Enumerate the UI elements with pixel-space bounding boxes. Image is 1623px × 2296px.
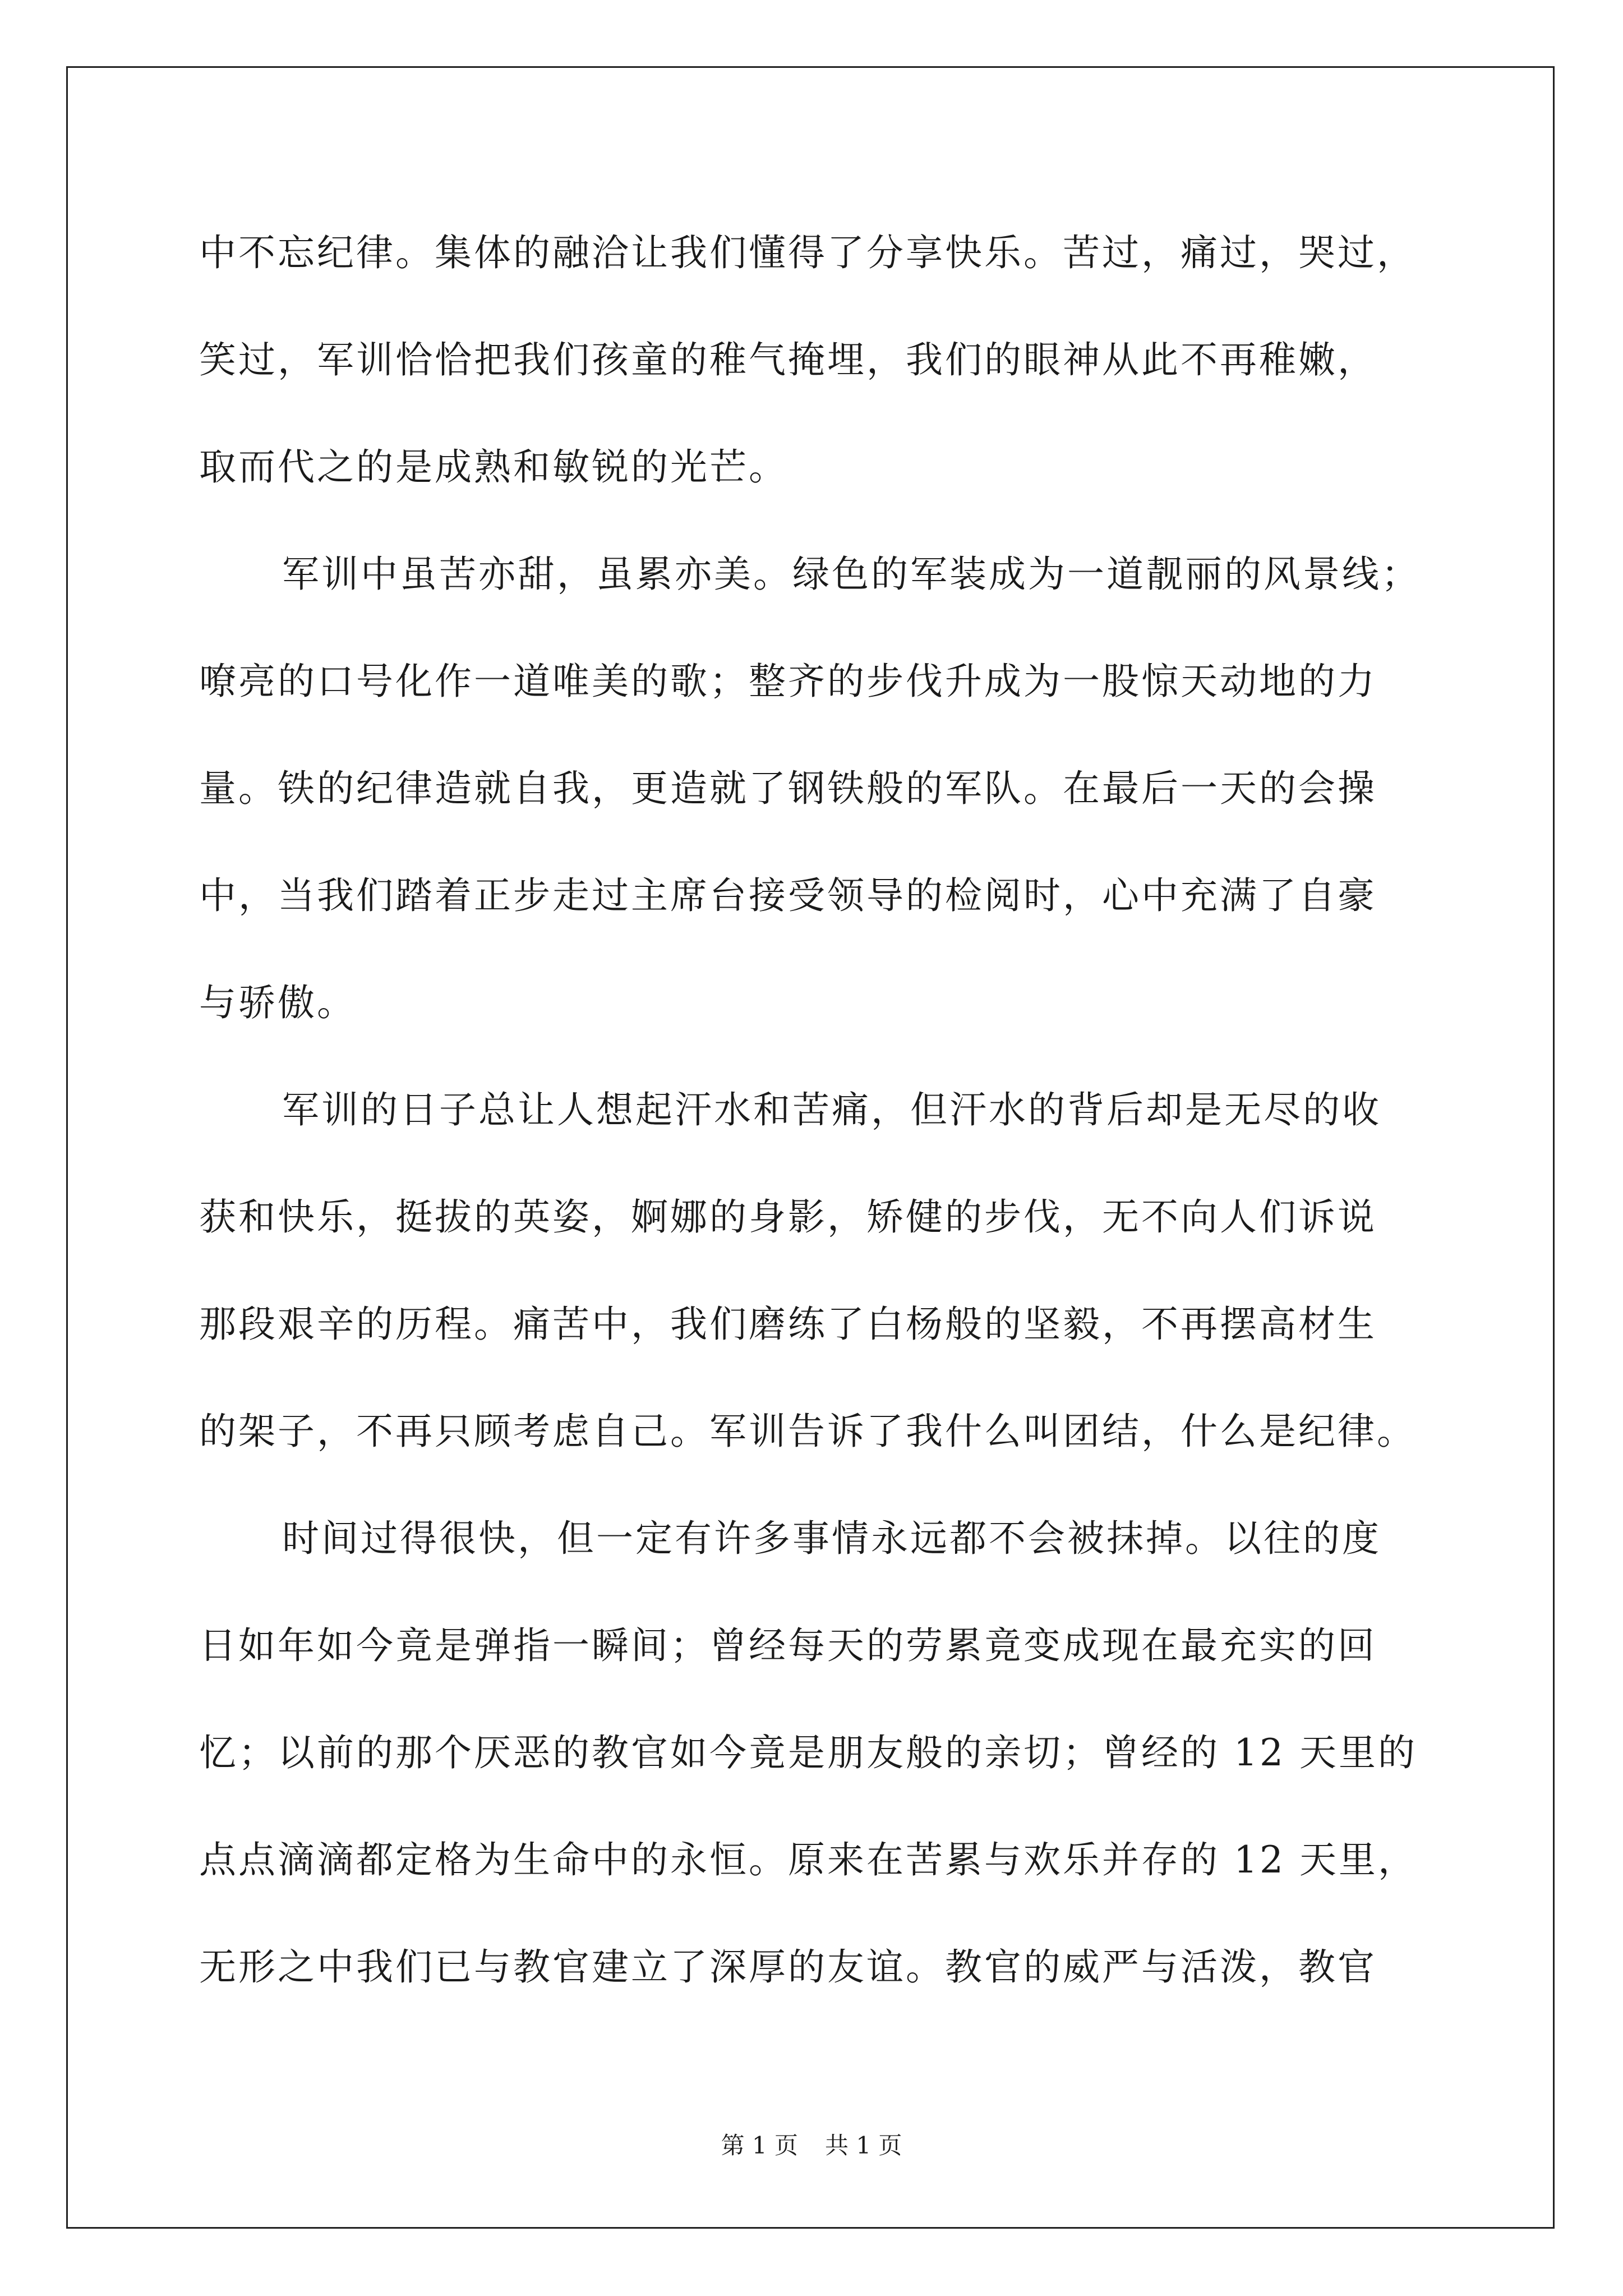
text-line: 的架子，不再只顾考虑自己。军训告诉了我什么叫团结，什么是纪律。 [199, 1410, 1416, 1453]
page-number: 第 1 页 [721, 2132, 798, 2159]
text-line: 笑过，军训恰恰把我们孩童的稚气掩埋，我们的眼神从此不再稚嫩， [199, 338, 1377, 381]
page-footer [0, 2129, 1623, 2162]
text-line: 量。铁的纪律造就自我，更造就了钢铁般的军队。在最后一天的会操 [199, 767, 1377, 810]
text-line: 与骄傲。 [199, 981, 356, 1024]
text-line: 无形之中我们已与教官建立了深厚的友谊。教官的威严与活泼，教官 [199, 1945, 1377, 1989]
text-line: 取而代之的是成熟和敏锐的光芒。 [199, 445, 788, 489]
text-line: 军训中虽苦亦甜，虽累亦美。绿色的军装成为一道靓丽的风景线； [282, 553, 1421, 596]
text-line: 嘹亮的口号化作一道唯美的歌；整齐的步伐升成为一股惊天动地的力 [199, 660, 1377, 703]
text-line: 点点滴滴都定格为生命中的永恒。原来在苦累与欢乐并存的 12 天里， [199, 1838, 1417, 1881]
text-line: 中不忘纪律。集体的融洽让我们懂得了分享快乐。苦过，痛过，哭过， [199, 231, 1416, 274]
text-line: 日如年如今竟是弹指一瞬间；曾经每天的劳累竟变成现在最充实的回 [199, 1624, 1377, 1667]
text-line: 军训的日子总让人想起汗水和苦痛，但汗水的背后却是无尽的收 [282, 1088, 1381, 1131]
text-line: 时间过得很快，但一定有许多事情永远都不会被抹掉。以往的度 [282, 1517, 1381, 1560]
body-text [199, 199, 1433, 2021]
text-line: 忆；以前的那个厌恶的教官如今竟是朋友般的亲切；曾经的 12 天里的 [199, 1731, 1417, 1774]
page-total: 共 1 页 [825, 2132, 902, 2159]
text-line: 那段艰辛的历程。痛苦中，我们磨练了白杨般的坚毅，不再摆高材生 [199, 1303, 1377, 1346]
text-line: 中，当我们踏着正步走过主席台接受领导的检阅时，心中充满了自豪 [199, 874, 1377, 917]
text-line: 获和快乐，挺拔的英姿，婀娜的身影，矫健的步伐，无不向人们诉说 [199, 1195, 1377, 1239]
